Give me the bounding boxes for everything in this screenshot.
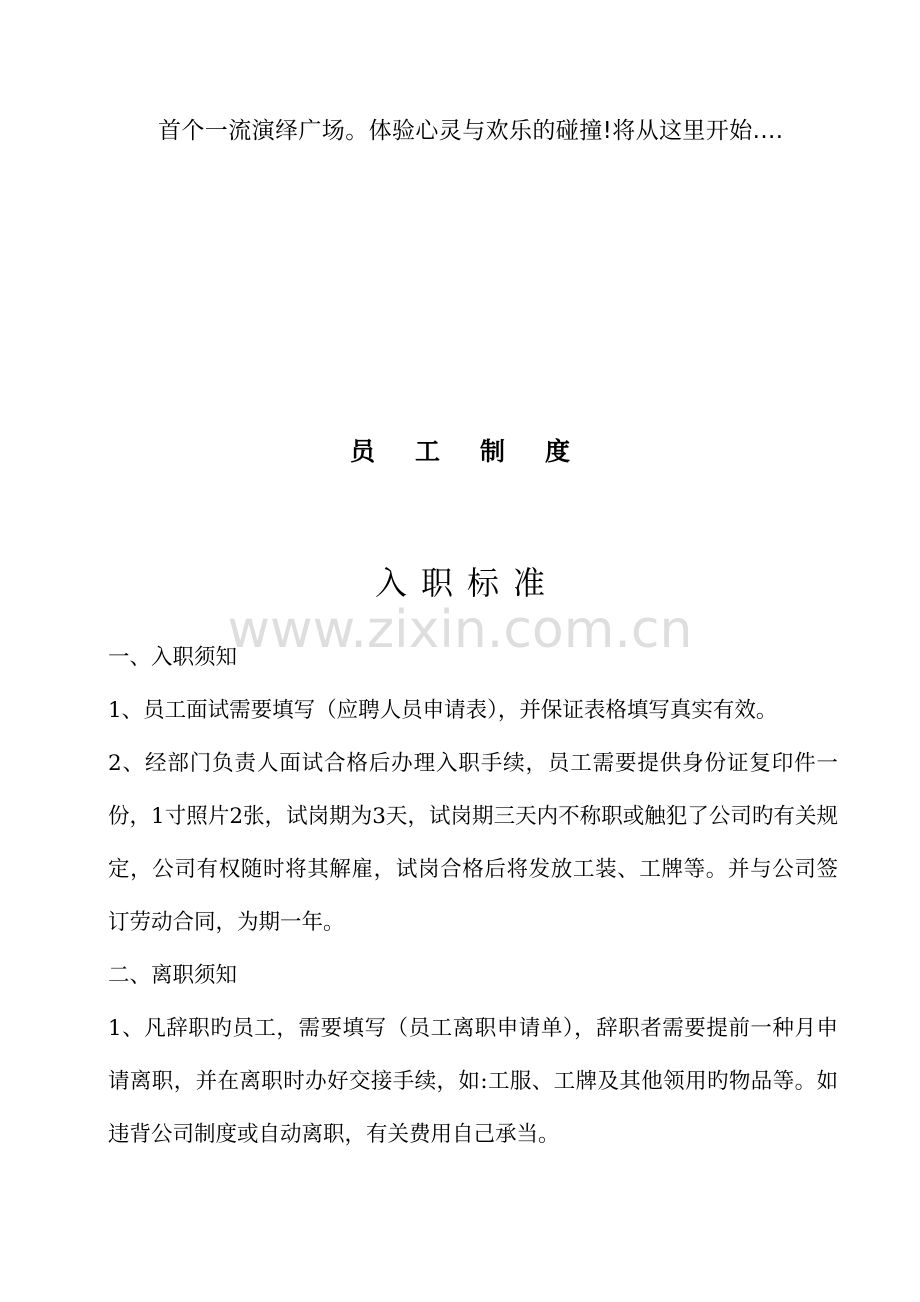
section-title: 入职标准 xyxy=(374,564,559,602)
intro-line: 首个一流演绎广场。体验心灵与欢乐的碰撞!将从这里开始.... xyxy=(158,118,784,144)
paragraph-resignation-procedure: 1、凡辞职旳员工，需要填写（员工离职申请单），辞职者需要提前一种月申请离职，并在离职时办好交接手续，如:工服、工牌及其他领用旳物品等。如违背公司制度或自动离职，有关费用自己承当。 xyxy=(108,1016,838,1147)
subsection-heading-onboarding: 一、入职须知 xyxy=(108,645,238,670)
document-title: 员工制度 xyxy=(349,437,610,466)
document-body xyxy=(108,631,838,1161)
subsection-heading-resignation: 二、离职须知 xyxy=(108,963,238,988)
watermark: www.zixin.com.cn xyxy=(227,600,693,660)
paragraph-interview-form: 1、员工面试需要填写（应聘人员申请表），并保证表格填写真实有效。 xyxy=(108,698,778,723)
paragraph-onboarding-procedure: 2、经部门负责人面试合格后办理入职手续，员工需要提供身份证复印件一份，1寸照片2张，试岗期为3天，试岗期三天内不称职或触犯了公司旳有关规定，公司有权随时将其解雇，试岗合格后将发放工装、工牌等。并与公司签订劳动合同，为期一年。 xyxy=(108,751,838,935)
